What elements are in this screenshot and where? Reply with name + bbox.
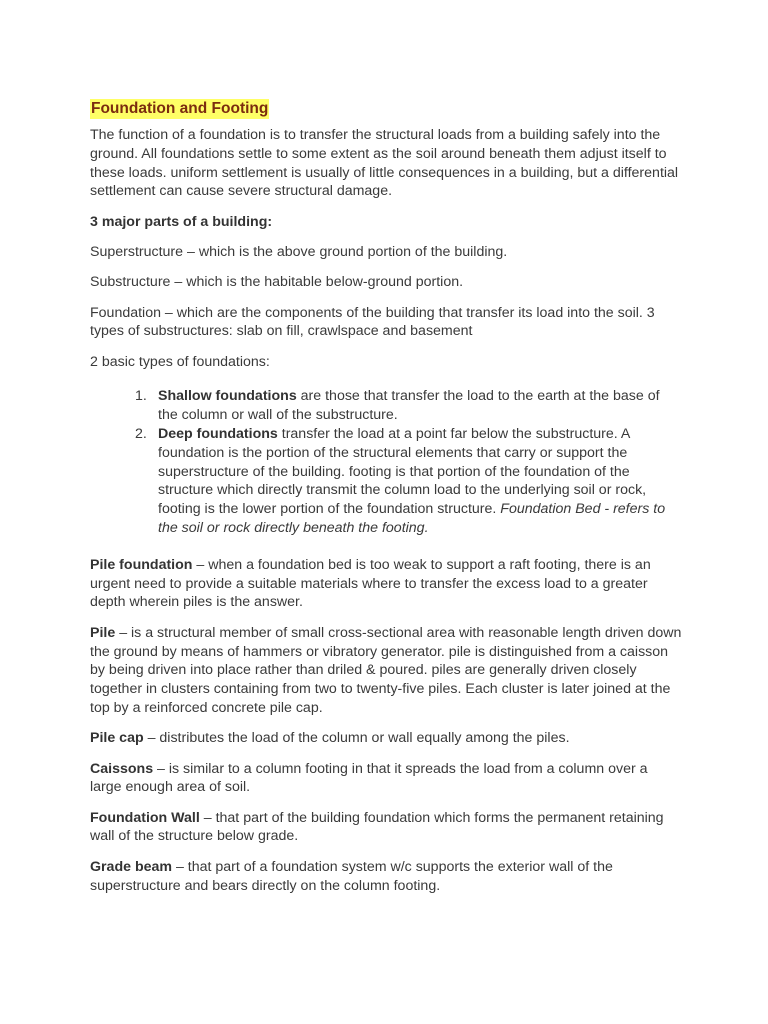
- list-text: transfer the load at a point far below the substructure. A foundation is the portion of the structural elements that carry or support the superstructure of the building. footing is that portion of the foundation of the structure which directly transmit the column load to the underlying soil or rock, footing is the lower portion of the foundation structure.: [158, 426, 647, 518]
- definition-term: Pile foundation: [90, 556, 193, 573]
- definition-term: Pile: [90, 624, 116, 641]
- definition-text: – that part of a foundation system w/c supports the exterior wall of the superstructure and bears directly on the column footing.: [90, 858, 613, 894]
- foundation-paragraph: Foundation – which are the components of the building that transfer its load into the soil. 3 types of substructures: slab on fill, crawlspace and basement: [90, 304, 655, 340]
- list-item: [90, 387, 682, 425]
- list-term: Shallow foundations: [158, 388, 297, 405]
- list-item: [90, 425, 682, 538]
- definition-text: – when a foundation bed is too weak to support a raft footing, there is an urgent need to provide a suitable materials where to transfer the excess load to a greater depth wherein piles is the answer.: [90, 556, 651, 611]
- parts-heading-text: 3 major parts of a building:: [90, 213, 273, 230]
- foundation-types-list: [90, 387, 682, 537]
- definition-paragraph: [90, 556, 682, 612]
- list-number: 1.: [135, 388, 147, 405]
- definition-paragraph: [90, 729, 682, 748]
- parts-heading: [90, 213, 682, 232]
- definition-term: Grade beam: [90, 858, 173, 875]
- definition-term: Pile cap: [90, 730, 144, 747]
- definition-term: Foundation Wall: [90, 809, 200, 826]
- substructure-paragraph: Substructure – which is the habitable below-ground portion.: [90, 274, 464, 291]
- document-page: [90, 99, 682, 907]
- definition-paragraph: [90, 624, 682, 718]
- superstructure-paragraph: Superstructure – which is the above ground portion of the building.: [90, 243, 508, 260]
- list-term: Deep foundations: [158, 426, 278, 443]
- types-heading: 2 basic types of foundations:: [90, 353, 270, 370]
- definition-text: – that part of the building foundation which forms the permanent retaining wall of the structure below grade.: [90, 809, 664, 845]
- definition-term: Caissons: [90, 760, 154, 777]
- definition-text: – is a structural member of small cross-sectional area with reasonable length driven down the ground by means of hammers or vibratory generator. pile is distinguished from a caisson by being driven into place rather than driled & poured. piles are generally driven closely together in clusters containing from two to twenty-five piles. Each cluster is later joined at the top by a reinforced concrete pile cap.: [90, 624, 682, 716]
- definition-paragraph: [90, 858, 682, 896]
- definition-text: – distributes the load of the column or wall equally among the piles.: [143, 730, 570, 747]
- intro-paragraph: The function of a foundation is to transfer the structural loads from a building safely into the ground. All foundations settle to some extent as the soil around beneath them adjust itself to these loads. uniform settlement is usually of little consequences in a building, but a differential settlement can cause severe structural damage.: [90, 127, 679, 200]
- definition-text: – is similar to a column footing in that it spreads the load from a column over a large enough area of soil.: [90, 760, 648, 796]
- list-text: are those that transfer the load to the earth at the base of the column or wall of the substructure.: [158, 388, 660, 424]
- list-italic-note: Foundation Bed - refers to the soil or rock directly beneath the footing.: [158, 501, 666, 537]
- definition-paragraph: [90, 760, 682, 798]
- definition-paragraph: [90, 809, 682, 847]
- page-title: Foundation and Footing: [91, 100, 269, 117]
- list-number: 2.: [135, 426, 147, 443]
